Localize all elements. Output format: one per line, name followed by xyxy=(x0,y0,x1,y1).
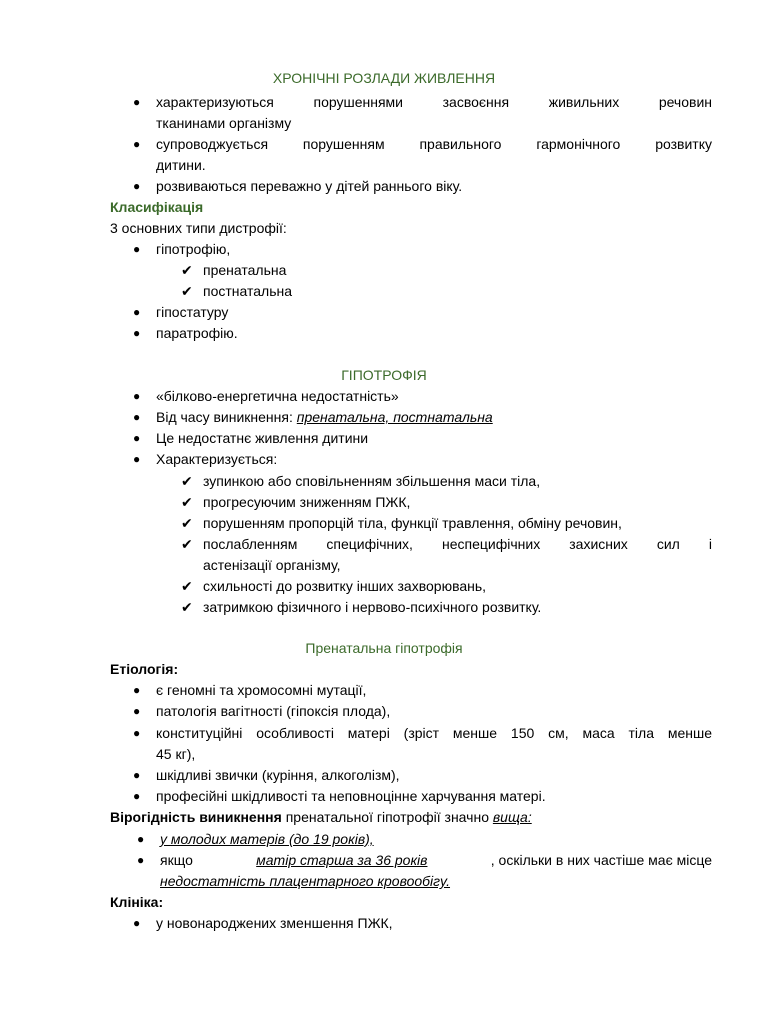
checkmark-icon: ✔ xyxy=(181,473,193,489)
older-underlined: матір старша за 36 років xyxy=(256,852,428,868)
checkmark-icon: ✔ xyxy=(181,283,193,299)
checkmark-icon: ✔ xyxy=(181,262,193,278)
bullet-icon: ● xyxy=(133,137,141,151)
list-item-cont: дитини. xyxy=(156,157,206,173)
bullet-icon: ● xyxy=(133,789,141,803)
section-title-prenatal: Пренатальна гіпотрофія xyxy=(305,640,463,656)
checkmark-icon: ✔ xyxy=(181,494,193,510)
list-item-older-cont: недостатність плацентарного кровообігу. xyxy=(160,873,451,889)
bullet-icon: ● xyxy=(133,326,141,340)
list-item: розвиваються переважно у дітей раннього віку. xyxy=(156,178,463,194)
list-item: супроводжується порушенням правильного гармонічного розвитку xyxy=(156,136,712,152)
sub-item: пренатальна xyxy=(203,262,287,278)
section-title-chronic: ХРОНІЧНІ РОЗЛАДИ ЖИВЛЕННЯ xyxy=(272,70,496,86)
list-item-label: Від часу виникнення: xyxy=(156,409,297,425)
sub-item: затримкою фізичного і нервово-психічного розвитку. xyxy=(203,599,542,615)
list-item-value: пренатальна, постнатальна xyxy=(296,409,493,425)
list-item: конституційні особливості матері (зріст менше 150 см, маса тіла менше xyxy=(156,725,712,741)
list-item: паратрофію. xyxy=(156,325,238,341)
bullet-icon: ● xyxy=(133,683,141,697)
list-item: професійні шкідливості та неповноцінне харчування матері. xyxy=(156,788,546,804)
bullet-icon: ● xyxy=(133,768,141,782)
probability-underlined: вища: xyxy=(492,809,532,825)
sub-item: послабленням специфічних, неспецифічних захисних сил і xyxy=(203,536,712,552)
list-item: Характеризується: xyxy=(156,451,278,467)
bullet-icon: ● xyxy=(133,242,141,256)
sub-item-cont: астенізації організму, xyxy=(203,557,341,573)
checkmark-icon: ✔ xyxy=(181,515,193,531)
list-item xyxy=(156,407,493,427)
bullet-icon: ● xyxy=(133,726,141,740)
bullet-icon: ● xyxy=(137,853,145,867)
list-item-cont: тканинами організму xyxy=(156,115,292,131)
list-item: є геномні та хромосомні мутації, xyxy=(156,682,367,698)
section-title-hypotrophy: ГІПОТРОФІЯ xyxy=(341,367,427,383)
list-item: «білково-енергетична недостатність» xyxy=(156,388,399,404)
older-post: , оскільки в них частіше має місце xyxy=(490,852,712,868)
older-pre: якщо xyxy=(160,852,193,868)
checkmark-icon: ✔ xyxy=(181,536,193,552)
list-item-older xyxy=(160,850,712,870)
bullet-icon: ● xyxy=(133,305,141,319)
probability-line xyxy=(110,807,768,827)
bullet-icon: ● xyxy=(133,410,141,424)
list-item: патологія вагітності (гіпоксія плода), xyxy=(156,703,391,719)
bullet-icon: ● xyxy=(133,452,141,466)
sub-item: постнатальна xyxy=(203,283,293,299)
checkmark-icon: ✔ xyxy=(181,599,193,615)
bullet-icon: ● xyxy=(133,179,141,193)
bullet-icon: ● xyxy=(133,704,141,718)
sub-item: зупинкою або сповільненням збільшення маси тіла, xyxy=(203,473,541,489)
sub-item: порушенням пропорцій тіла, функції травлення, обміну речовин, xyxy=(203,515,622,531)
classification-intro: 3 основних типи дистрофії: xyxy=(110,220,287,236)
bullet-icon: ● xyxy=(133,389,141,403)
classification-heading: Класифікація xyxy=(110,199,204,215)
list-item: шкідливі звички (куріння, алкоголізм), xyxy=(156,767,400,783)
checkmark-icon: ✔ xyxy=(181,578,193,594)
bullet-icon: ● xyxy=(133,431,141,445)
bullet-icon: ● xyxy=(133,916,141,930)
list-item: Це недостатнє живлення дитини xyxy=(156,430,369,446)
list-item: у новонароджених зменшення ПЖК, xyxy=(156,915,393,931)
probability-text: пренатальної гіпотрофії значно xyxy=(281,809,493,825)
clinic-heading: Клініка: xyxy=(110,894,164,910)
bullet-icon: ● xyxy=(133,95,141,109)
bullet-icon: ● xyxy=(137,832,145,846)
list-item-young: у молодих матерів (до 19 років), xyxy=(160,831,374,847)
sub-item: прогресуючим зниженням ПЖК, xyxy=(203,494,411,510)
list-item: гіпотрофію, xyxy=(156,241,231,257)
list-item: гіпостатуру xyxy=(156,304,229,320)
list-item: характеризуються порушеннями засвоєння живильних речовин xyxy=(156,94,712,110)
probability-bold: Вірогідність виникнення xyxy=(110,809,282,825)
etiology-heading: Етіологія: xyxy=(110,661,179,677)
sub-item: схильності до розвитку інших захворювань, xyxy=(203,578,487,594)
list-item-cont: 45 кг), xyxy=(156,746,196,762)
